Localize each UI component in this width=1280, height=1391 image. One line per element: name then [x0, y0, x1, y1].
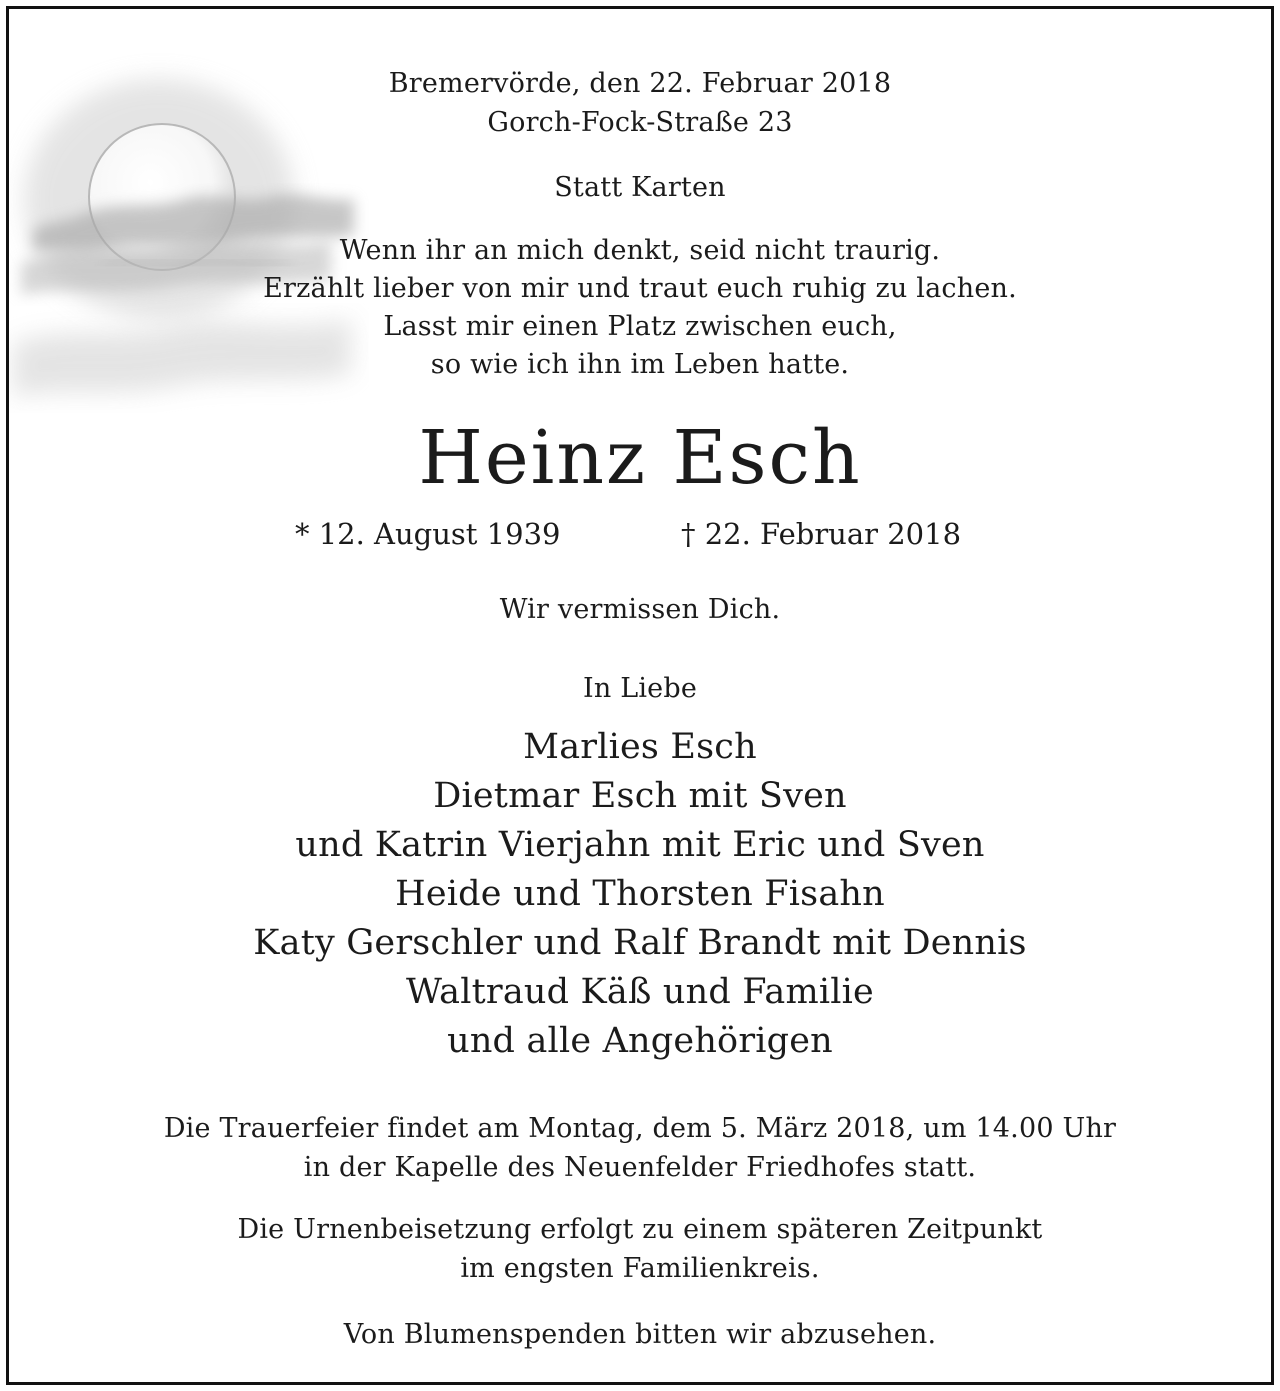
- obituary-notice: [6, 6, 1274, 1385]
- urn-line-1: Die Urnenbeisetzung erfolgt zu einem späteren Zeitpunkt: [237, 1214, 1043, 1245]
- funeral-line-2: in der Kapelle des Neuenfelder Friedhofes statt.: [303, 1152, 977, 1183]
- urn-line-2: im engsten Familienkreis.: [460, 1253, 820, 1284]
- poem-line-3: Lasst mir einen Platz zwischen euch,: [383, 311, 897, 342]
- poem-line-4: so wie ich ihn im Leben hatte.: [430, 349, 850, 380]
- deceased-name: Heinz Esch: [418, 415, 862, 501]
- funeral-line-1: Die Trauerfeier findet am Montag, dem 5. März 2018, um 14.00 Uhr: [163, 1113, 1117, 1144]
- place-date: Bremervörde, den 22. Februar 2018: [388, 68, 892, 99]
- missing-message: Wir vermissen Dich.: [499, 594, 781, 625]
- death-date: † 22. Februar 2018: [681, 517, 962, 551]
- mourner-6: Waltraud Käß und Familie: [406, 972, 874, 1012]
- in-love-label: In Liebe: [582, 673, 698, 704]
- poem-line-1: Wenn ihr an mich denkt, seid nicht traurig.: [339, 235, 941, 266]
- birth-date: * 12. August 1939: [295, 517, 561, 551]
- notice-type: Statt Karten: [554, 172, 726, 203]
- mourner-2: Dietmar Esch mit Sven: [433, 776, 847, 816]
- mourner-3: und Katrin Vierjahn mit Eric und Sven: [295, 825, 985, 865]
- mourner-4: Heide und Thorsten Fisahn: [395, 874, 885, 914]
- mourner-5: Katy Gerschler und Ralf Brandt mit Dennis: [253, 923, 1027, 963]
- mourner-7: und alle Angehörigen: [447, 1021, 833, 1061]
- flowers-note: Von Blumenspenden bitten wir abzusehen.: [343, 1319, 937, 1350]
- address: Gorch-Fock-Straße 23: [487, 107, 793, 138]
- poem-line-2: Erzählt lieber von mir und traut euch ruhig zu lachen.: [263, 273, 1017, 304]
- mourner-1: Marlies Esch: [523, 727, 757, 767]
